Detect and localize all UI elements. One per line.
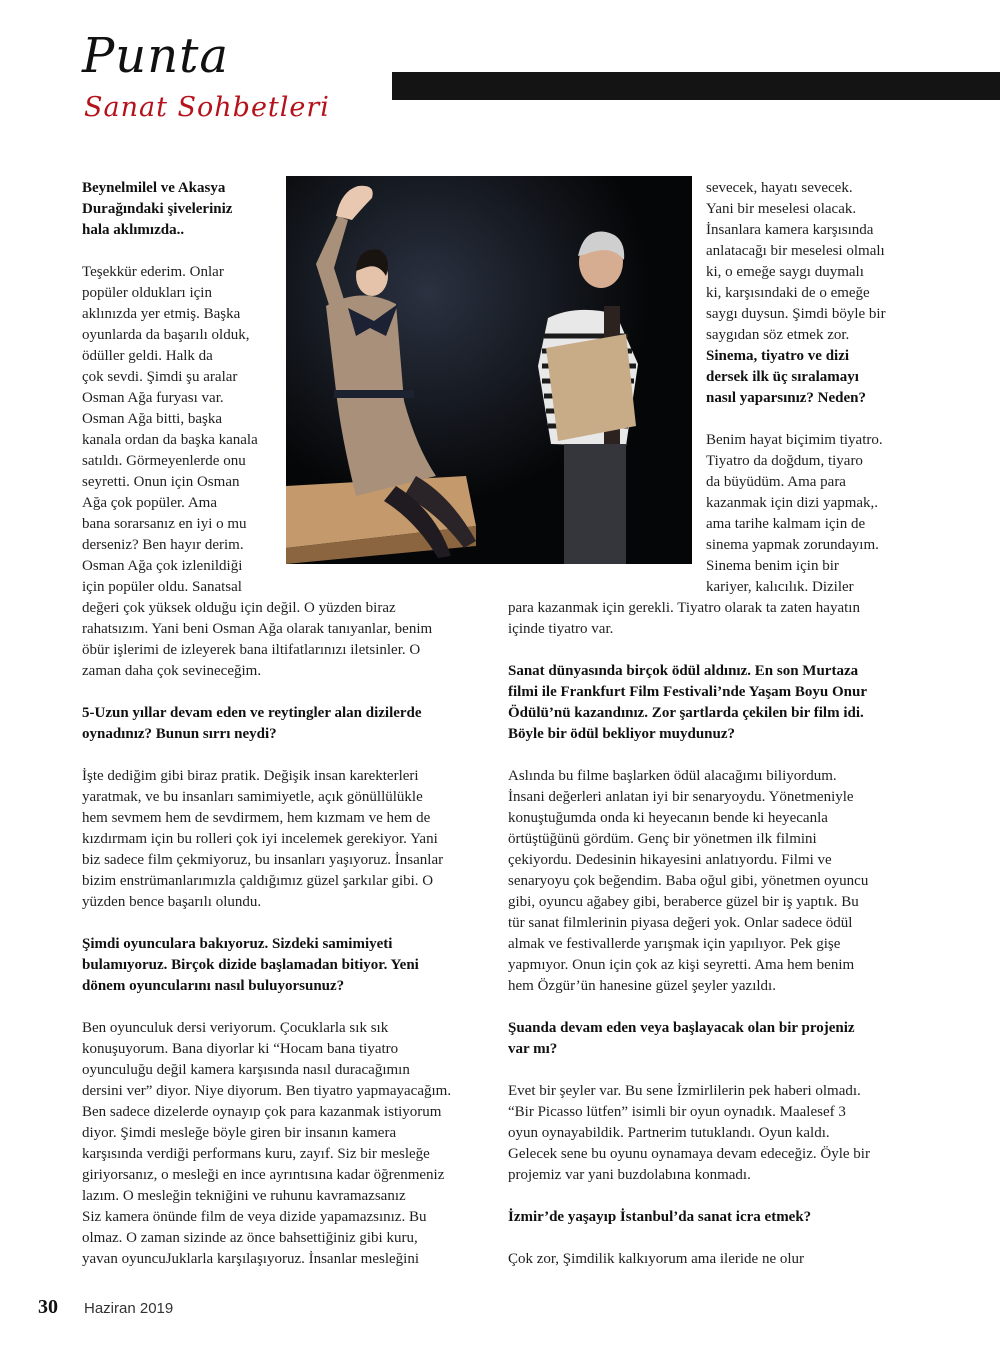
right-wide-column [508,598,918,1270]
q5-line: Böyle bir ödül bekliyor muydunuz? [508,726,736,742]
a1-line: bana sorarsanız en iyi o mu [82,516,247,532]
a4-line: da büyüdüm. Ama para [706,474,846,490]
magazine-logo-subtitle: Sanat Sohbetleri [84,92,330,123]
a4-line: sinema yapmak zorundayım. [706,537,879,553]
a3-line: olmaz. O zaman sizinde az önce bahsettiğiniz gibi kuru, [82,1230,418,1246]
answer-1-continued [82,598,482,682]
a4-line: Benim hayat biçimim tiyatro. [706,432,883,448]
a1-line: Osman Ağa furyası var. [82,390,224,406]
a5-line: senaryoyu çok beğendim. Baba oğul gibi, yönetmen oyuncu [508,873,869,889]
q5-line: Sanat dünyasında birçok ödül aldınız. En son Murtaza [508,663,859,679]
question-3 [82,934,482,997]
q4-line: dersek ilk üç sıralamayı [706,369,859,385]
a1-line: kanala ordan da başka kanala [82,432,258,448]
a1-line: rahatsızım. Yani beni Osman Ağa olarak tanıyanlar, benim [82,621,433,637]
a1-line: çok sevdi. Şimdi şu aralar [82,369,238,385]
a2-line: biz sadece film çekmiyoruz, bu insanları yaşıyoruz. İnsanlar [82,852,444,868]
a4-line: Tiyatro da doğdum, tiyaro [706,453,863,469]
a3-line: Ben oyunculuk dersi veriyorum. Çocuklarla sık sık [82,1020,389,1036]
a5-line: Aslında bu filme başlarken ödül alacağımı biliyordum. [508,768,837,784]
issue-date: Haziran 2019 [84,1300,174,1317]
question-1 [82,178,282,241]
aprev-line: saygı duysun. Şimdi böyle bir [706,306,886,322]
a5-line: çekiyordu. Dedesinin hikayesini anlatıyordu. Filmi ve [508,852,832,868]
a3-line: giriyorsanız, o mesleği en ince ayrıntısına kadar öğrenmeniz [82,1167,445,1183]
a6-line: “Bir Picasso lütfen” isimli bir oyun oynadık. Maalesef 3 [508,1104,846,1120]
a1-line: değeri çok yüksek olduğu için değil. O yüzden biraz [82,600,396,616]
a1-line: popüler oldukları için [82,285,212,301]
q4-line: nasıl yaparsınız? Neden? [706,390,867,406]
a5-line: hem Özgür’ün hanesine güzel şeyler yazıldı. [508,978,776,994]
answer-prev [706,178,911,346]
q6-line: var mı? [508,1041,558,1057]
q3-line: dönem oyuncularını nasıl buluyorsunuz? [82,978,345,994]
stage-photo-icon [286,176,692,564]
aprev-line: sevecek, hayatı sevecek. [706,180,853,196]
answer-4 [706,430,911,598]
a3-line: yavan oyuncuJuklarla karşılaşıyoruz. İnsanlar mesleğini [82,1251,419,1267]
answer-4-continued [508,598,918,640]
a2-line: yüzden bence başarılı olundu. [82,894,262,910]
a5-line: gibi, oyuncu ağabey gibi, beraberce güzel bir iş yaptık. Bu [508,894,859,910]
a4-line: Sinema benim için bir [706,558,839,574]
answer-5 [508,766,918,997]
a5-line: tür sanat filmlerinin piyasa değeri yok. Onlar sadece ödül [508,915,853,931]
question-6 [508,1018,918,1060]
a3-line: Siz kamera önünde film de veya dizide yapamazsınız. Bu [82,1209,427,1225]
a3-line: konuşuyorum. Bana diyorlar ki “Hocam bana tiyatro [82,1041,399,1057]
q1-line: Durağındaki şiveleriniz [82,201,233,217]
a6-line: projemiz var yani buzdolabına konmadı. [508,1167,751,1183]
question-5 [508,661,918,745]
a6-line: Evet bir şeyler var. Bu sene İzmirlilerin pek haberi olmadı. [508,1083,861,1099]
a1-line: öbür işlerimi de izleyerek bana iltifatlarınızı iletsinler. O [82,642,421,658]
a3-line: diyor. Şimdi mesleğe böyle giren bir insanın kamera [82,1125,397,1141]
q7-line: İzmir’de yaşayıp İstanbul’da sanat icra etmek? [508,1209,812,1225]
question-7 [508,1207,918,1228]
a7-line: Çok zor, Şimdilik kalkıyorum ama ileride ne olur [508,1251,805,1267]
a3-line: oyunculuğu değil kamera karşısında nasıl duracağımın [82,1062,410,1078]
aprev-line: ki, o emeğe saygı duymalı [706,264,864,280]
a1-line: seyretti. Onun için Osman [82,474,240,490]
a3-line: Ben sadece dizelerde oynayıp çok para kazanmak istiyorum [82,1104,442,1120]
q5-line: Ödülü’nü kazandınız. Zor şartlarda çekilen bir film idi. [508,705,864,721]
q6-line: Şuanda devam eden veya başlayacak olan bir projeniz [508,1020,855,1036]
a5-line: İnsani değerleri anlatan iyi bir senaryoydu. Yönetmeniyle [508,789,854,805]
aprev-line: ki, karşısındaki de o emeğe [706,285,870,301]
q4-line: Sinema, tiyatro ve dizi [706,348,850,364]
a3-line: dersini ver” diyor. Niye diyorum. Ben tiyatro yapmayacağım. [82,1083,452,1099]
a4-line: kariyer, kalıcılık. Diziler [706,579,854,595]
answer-6 [508,1081,918,1186]
question-4 [706,346,911,409]
a1-line: satıldı. Görmeyenlerde onu [82,453,246,469]
a4-line: içinde tiyatro var. [508,621,614,637]
q5-line: filmi ile Frankfurt Film Festivali’nde Yaşam Boyu Onur [508,684,868,700]
aprev-line: Yani bir meselesi olacak. [706,201,857,217]
aprev-line: saygıdan söz etmek zor. [706,327,850,343]
a5-line: almak ve festivallerde yarışmak için yapılıyor. Pek gişe [508,936,841,952]
q1-line: Beynelmilel ve Akasya [82,180,226,196]
a5-line: örtüştüğünü gördüm. Genç bir yönetmen ilk filmini [508,831,817,847]
page-number: 30 [38,1296,58,1318]
a1-line: derseniz? Ben hayır derim. [82,537,244,553]
q1-line: hala aklımızda.. [82,222,185,238]
a4-line: ama tarihe kalmam için de [706,516,866,532]
a1-line: için popüler oldu. Sanatsal [82,579,242,595]
a6-line: oyun oynayabildik. Partnerim tutuklandı. Oyun kaldı. [508,1125,830,1141]
q3-line: bulamıyoruz. Birçok dizide başlamadan bitiyor. Yeni [82,957,419,973]
a1-line: Osman Ağa çok izlenildiği [82,558,243,574]
stage-photo [286,176,692,564]
answer-1 [82,262,282,598]
left-wide-column [82,598,482,1270]
a4-line: kazanmak için dizi yapmak,. [706,495,879,511]
a4-line: para kazanmak için gerekli. Tiyatro olarak ta zaten hayatın [508,600,860,616]
q2-line: oynadınız? Bunun sırrı neydi? [82,726,277,742]
a3-line: lazım. O mesleğin tekniğini ve ruhunu kavramazsanız [82,1188,406,1204]
a1-line: Osman Ağa bitti, başka [82,411,222,427]
question-2 [82,703,482,745]
header-bar [392,72,1000,100]
a2-line: İşte dediğim gibi biraz pratik. Değişik insan karekterleri [82,768,419,784]
a1-line: oyunlarda da başarılı olduk, [82,327,250,343]
a2-line: kızdırmam için bu rolleri çok iyi incelemek gerekiyor. Yani [82,831,438,847]
a1-line: ödüller geldi. Halk da [82,348,213,364]
aprev-line: anlatacağı bir meselesi olmalı [706,243,885,259]
a1-line: Teşekkür ederim. Onlar [82,264,224,280]
right-narrow-column [706,178,911,598]
a5-line: konuştuğumda onda ki heyecanın bende ki heyecanla [508,810,828,826]
a5-line: yapmıyor. Onun için çok az kişi seyretti. Ama hem benim [508,957,855,973]
a3-line: karşısında verdiği performans kuru, zayıf. Siz bir mesleğe [82,1146,430,1162]
answer-7 [508,1249,918,1270]
a2-line: bizim enstrümanlarımızla çaldığımız güzel şarkılar gibi. O [82,873,434,889]
left-narrow-column [82,178,282,598]
a1-line: zaman daha çok sevineceğim. [82,663,262,679]
answer-3 [82,1018,482,1270]
a2-line: yaratmak, ve bu insanları samimiyetle, açık gönüllülükle [82,789,423,805]
a2-line: hem sevmem hem de sevdirmem, hem kızmam ve hem de [82,810,431,826]
magazine-logo-title: Punta [82,28,230,84]
aprev-line: İnsanlara kamera karşısında [706,222,874,238]
q2-line: 5-Uzun yıllar devam eden ve reytingler alan dizilerde [82,705,422,721]
q3-line: Şimdi oyunculara bakıyoruz. Sizdeki samimiyeti [82,936,393,952]
a1-line: aklınızda yer etmiş. Başka [82,306,241,322]
answer-2 [82,766,482,913]
a6-line: Gelecek sene bu oyunu oynamaya devam edeceğiz. Öyle bir [508,1146,870,1162]
a1-line: Ağa çok popüler. Ama [82,495,217,511]
